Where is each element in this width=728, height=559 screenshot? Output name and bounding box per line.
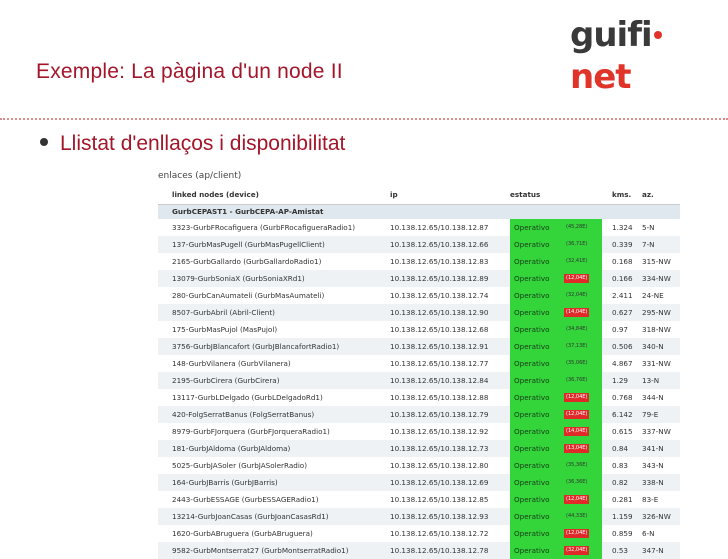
latency-badge: (12,04E) bbox=[566, 530, 588, 536]
kms-cell: 0.83 bbox=[612, 461, 629, 470]
status-text: Operativo bbox=[514, 444, 550, 453]
ip-cell: 10.138.12.65/10.138.12.74 bbox=[390, 291, 489, 300]
status-text: Operativo bbox=[514, 478, 550, 487]
table-column-headers bbox=[158, 184, 680, 205]
az-cell: 5-N bbox=[642, 223, 655, 232]
ip-cell: 10.138.12.65/10.138.12.90 bbox=[390, 308, 489, 317]
table-row bbox=[158, 236, 680, 253]
status-text: Operativo bbox=[514, 223, 550, 232]
title-divider bbox=[0, 118, 728, 120]
node-link[interactable]: 13117-GurbLDelgado (GurbLDelgadoRd1) bbox=[172, 393, 323, 402]
logo-right: net bbox=[570, 57, 631, 97]
status-text: Operativo bbox=[514, 257, 550, 266]
status-text: Operativo bbox=[514, 376, 550, 385]
status-cell bbox=[510, 253, 602, 270]
latency-badge: (37,13E) bbox=[566, 343, 588, 349]
status-text: Operativo bbox=[514, 529, 550, 538]
status-text: Operativo bbox=[514, 512, 550, 521]
node-link[interactable]: 13214-GurbJoanCasas (GurbJoanCasasRd1) bbox=[172, 512, 329, 521]
table-row bbox=[158, 253, 680, 270]
node-link[interactable]: 8507-GurbAbril (Abril-Client) bbox=[172, 308, 275, 317]
table-row bbox=[158, 338, 680, 355]
az-cell: 344-N bbox=[642, 393, 664, 402]
node-link[interactable]: 9582-GurbMontserrat27 (GurbMontserratRadio1) bbox=[172, 546, 349, 555]
az-cell: 337-NW bbox=[642, 427, 671, 436]
node-link[interactable]: 2165-GurbGallardo (GurbGallardoRadio1) bbox=[172, 257, 322, 266]
table-row bbox=[158, 440, 680, 457]
kms-cell: 0.53 bbox=[612, 546, 629, 555]
latency-badge: (12,04E) bbox=[566, 411, 588, 417]
table-row bbox=[158, 372, 680, 389]
status-cell bbox=[510, 406, 602, 423]
table-row bbox=[158, 491, 680, 508]
table-heading: enlaces (ap/client) bbox=[158, 171, 242, 181]
col-az: az. bbox=[642, 190, 654, 199]
guifi-net-logo bbox=[570, 14, 720, 97]
kms-cell: 1.159 bbox=[612, 512, 633, 521]
ip-cell: 10.138.12.65/10.138.12.69 bbox=[390, 478, 489, 487]
logo-wordmark bbox=[570, 14, 720, 98]
ip-cell: 10.138.12.65/10.138.12.84 bbox=[390, 376, 489, 385]
az-cell: 295-NW bbox=[642, 308, 671, 317]
latency-badge: (12,04E) bbox=[566, 275, 588, 281]
latency-badge: (12,04E) bbox=[566, 394, 588, 400]
kms-cell: 0.768 bbox=[612, 393, 633, 402]
slide-title: Exemple: La pàgina d'un node II bbox=[36, 60, 343, 83]
status-cell bbox=[510, 236, 602, 253]
kms-cell: 0.859 bbox=[612, 529, 633, 538]
kms-cell: 0.506 bbox=[612, 342, 633, 351]
status-text: Operativo bbox=[514, 359, 550, 368]
status-cell bbox=[510, 338, 602, 355]
az-cell: 347-N bbox=[642, 546, 664, 555]
col-linked-nodes: linked nodes (device) bbox=[172, 190, 259, 199]
col-ip: ip bbox=[390, 190, 398, 199]
logo-dot-icon bbox=[654, 31, 662, 39]
az-cell: 340-N bbox=[642, 342, 664, 351]
az-cell: 343-N bbox=[642, 461, 664, 470]
table-row bbox=[158, 287, 680, 304]
ip-cell: 10.138.12.65/10.138.12.77 bbox=[390, 359, 489, 368]
kms-cell: 1.29 bbox=[612, 376, 629, 385]
node-link[interactable]: 8979-GurbFJorquera (GurbFJorqueraRadio1) bbox=[172, 427, 330, 436]
status-text: Operativo bbox=[514, 342, 550, 351]
az-cell: 6-N bbox=[642, 529, 655, 538]
latency-badge: (14,04E) bbox=[566, 428, 588, 434]
latency-badge: (13,04E) bbox=[566, 445, 588, 451]
status-text: Operativo bbox=[514, 461, 550, 470]
node-link[interactable]: 3756-GurbJBlancafort (GurbJBlancafortRadio1) bbox=[172, 342, 340, 351]
ip-cell: 10.138.12.65/10.138.12.72 bbox=[390, 529, 489, 538]
node-link[interactable]: 1620-GurbABruguera (GurbABruguera) bbox=[172, 529, 313, 538]
col-kms: kms. bbox=[612, 190, 632, 199]
kms-cell: 1.324 bbox=[612, 223, 633, 232]
status-text: Operativo bbox=[514, 427, 550, 436]
links-table-screenshot bbox=[158, 168, 680, 555]
status-cell bbox=[510, 457, 602, 474]
status-cell bbox=[510, 423, 602, 440]
ip-cell: 10.138.12.65/10.138.12.80 bbox=[390, 461, 489, 470]
az-cell: 326-NW bbox=[642, 512, 671, 521]
node-link[interactable]: 175-GurbMasPujol (MasPujol) bbox=[172, 325, 278, 334]
status-cell bbox=[510, 304, 602, 321]
latency-badge: (35,06E) bbox=[566, 360, 588, 366]
table-row bbox=[158, 355, 680, 372]
latency-badge: (32,41E) bbox=[566, 258, 588, 264]
status-cell bbox=[510, 270, 602, 287]
ip-cell: 10.138.12.65/10.138.12.73 bbox=[390, 444, 489, 453]
status-cell bbox=[510, 372, 602, 389]
az-cell: 83-E bbox=[642, 495, 659, 504]
col-status: estatus bbox=[510, 190, 541, 199]
kms-cell: 0.615 bbox=[612, 427, 633, 436]
kms-cell: 0.168 bbox=[612, 257, 633, 266]
kms-cell: 0.166 bbox=[612, 274, 633, 283]
kms-cell: 0.281 bbox=[612, 495, 633, 504]
logo-left: guifi bbox=[570, 15, 652, 55]
node-link[interactable]: 3323-GurbFRocafiguera (GurbFRocafigueraRadio1) bbox=[172, 223, 356, 232]
status-text: Operativo bbox=[514, 291, 550, 300]
table-row bbox=[158, 270, 680, 287]
kms-cell: 0.84 bbox=[612, 444, 629, 453]
status-text: Operativo bbox=[514, 274, 550, 283]
table-row bbox=[158, 406, 680, 423]
status-cell bbox=[510, 287, 602, 304]
table-row bbox=[158, 321, 680, 338]
ip-cell: 10.138.12.65/10.138.12.93 bbox=[390, 512, 489, 521]
table-body bbox=[158, 219, 680, 559]
az-cell: 341-N bbox=[642, 444, 664, 453]
status-cell bbox=[510, 219, 602, 236]
status-text: Operativo bbox=[514, 393, 550, 402]
kms-cell: 0.627 bbox=[612, 308, 633, 317]
ip-cell: 10.138.12.65/10.138.12.87 bbox=[390, 223, 489, 232]
node-link[interactable]: 181-GurbJAldoma (GurbJAldoma) bbox=[172, 444, 291, 453]
az-cell: 13-N bbox=[642, 376, 660, 385]
table-row bbox=[158, 474, 680, 491]
kms-cell: 2.411 bbox=[612, 291, 633, 300]
status-text: Operativo bbox=[514, 495, 550, 504]
az-cell: 338-N bbox=[642, 478, 664, 487]
latency-badge: (36,36E) bbox=[566, 479, 588, 485]
status-cell bbox=[510, 389, 602, 406]
status-text: Operativo bbox=[514, 308, 550, 317]
latency-badge: (35,36E) bbox=[566, 462, 588, 468]
status-text: Operativo bbox=[514, 325, 550, 334]
table-row bbox=[158, 508, 680, 525]
kms-cell: 6.142 bbox=[612, 410, 633, 419]
kms-cell: 4.867 bbox=[612, 359, 633, 368]
ip-cell: 10.138.12.65/10.138.12.66 bbox=[390, 240, 489, 249]
status-text: Operativo bbox=[514, 546, 550, 555]
ip-cell: 10.138.12.65/10.138.12.68 bbox=[390, 325, 489, 334]
status-cell bbox=[510, 440, 602, 457]
latency-badge: (44,33E) bbox=[566, 513, 588, 519]
latency-badge: (14,04E) bbox=[566, 309, 588, 315]
bullet-text: Llistat d'enllaços i disponibilitat bbox=[60, 132, 346, 155]
az-cell: 24-NE bbox=[642, 291, 664, 300]
az-cell: 318-NW bbox=[642, 325, 671, 334]
status-cell bbox=[510, 508, 602, 525]
status-cell bbox=[510, 542, 602, 559]
ip-cell: 10.138.12.65/10.138.12.88 bbox=[390, 393, 489, 402]
az-cell: 315-NW bbox=[642, 257, 671, 266]
ip-cell: 10.138.12.65/10.138.12.78 bbox=[390, 546, 489, 555]
table-row bbox=[158, 542, 680, 559]
status-text: Operativo bbox=[514, 240, 550, 249]
node-link[interactable]: 148-GurbVilanera (GurbVilanera) bbox=[172, 359, 291, 368]
status-cell bbox=[510, 491, 602, 508]
ip-cell: 10.138.12.65/10.138.12.89 bbox=[390, 274, 489, 283]
node-link[interactable]: 13079-GurbSoniaX (GurbSoniaXRd1) bbox=[172, 274, 305, 283]
table-row bbox=[158, 525, 680, 542]
latency-badge: (32,04E) bbox=[566, 292, 588, 298]
status-cell bbox=[510, 474, 602, 491]
ip-cell: 10.138.12.65/10.138.12.92 bbox=[390, 427, 489, 436]
node-link[interactable]: 5025-GurbJASoler (GurbJASolerRadio) bbox=[172, 461, 308, 470]
az-cell: 79-E bbox=[642, 410, 659, 419]
az-cell: 331-NW bbox=[642, 359, 671, 368]
device-group-row: GurbCEPAST1 - GurbCEPA-AP-Amistat bbox=[158, 205, 680, 219]
node-link[interactable]: 137-GurbMasPugell (GurbMasPugellClient) bbox=[172, 240, 325, 249]
ip-cell: 10.138.12.65/10.138.12.85 bbox=[390, 495, 489, 504]
status-cell bbox=[510, 525, 602, 542]
table-row bbox=[158, 304, 680, 321]
status-cell bbox=[510, 355, 602, 372]
table-row bbox=[158, 389, 680, 406]
kms-cell: 0.97 bbox=[612, 325, 629, 334]
latency-badge: (36,71E) bbox=[566, 241, 588, 247]
latency-badge: (36,76E) bbox=[566, 377, 588, 383]
bullet-dot-icon bbox=[40, 138, 48, 146]
az-cell: 7-N bbox=[642, 240, 655, 249]
table-row bbox=[158, 423, 680, 440]
latency-badge: (12,04E) bbox=[566, 496, 588, 502]
ip-cell: 10.138.12.65/10.138.12.83 bbox=[390, 257, 489, 266]
az-cell: 334-NW bbox=[642, 274, 671, 283]
node-link[interactable]: 164-GurbJBarris (GurbJBarris) bbox=[172, 478, 278, 487]
ip-cell: 10.138.12.65/10.138.12.79 bbox=[390, 410, 489, 419]
node-link[interactable]: 2195-GurbCirera (GurbCirera) bbox=[172, 376, 280, 385]
kms-cell: 0.339 bbox=[612, 240, 633, 249]
kms-cell: 0.82 bbox=[612, 478, 629, 487]
latency-badge: (32,04E) bbox=[566, 547, 588, 553]
node-link[interactable]: 420-FolgSerratBanus (FolgSerratBanus) bbox=[172, 410, 315, 419]
ip-cell: 10.138.12.65/10.138.12.91 bbox=[390, 342, 489, 351]
bullet-item bbox=[40, 132, 345, 156]
table-row bbox=[158, 219, 680, 236]
status-text: Operativo bbox=[514, 410, 550, 419]
node-link[interactable]: 280-GurbCanAumateli (GurbMasAumateli) bbox=[172, 291, 325, 300]
status-cell bbox=[510, 321, 602, 338]
latency-badge: (45,28E) bbox=[566, 224, 588, 230]
node-link[interactable]: 2443-GurbESSAGE (GurbESSAGERadio1) bbox=[172, 495, 319, 504]
table-row bbox=[158, 457, 680, 474]
latency-badge: (34,84E) bbox=[566, 326, 588, 332]
